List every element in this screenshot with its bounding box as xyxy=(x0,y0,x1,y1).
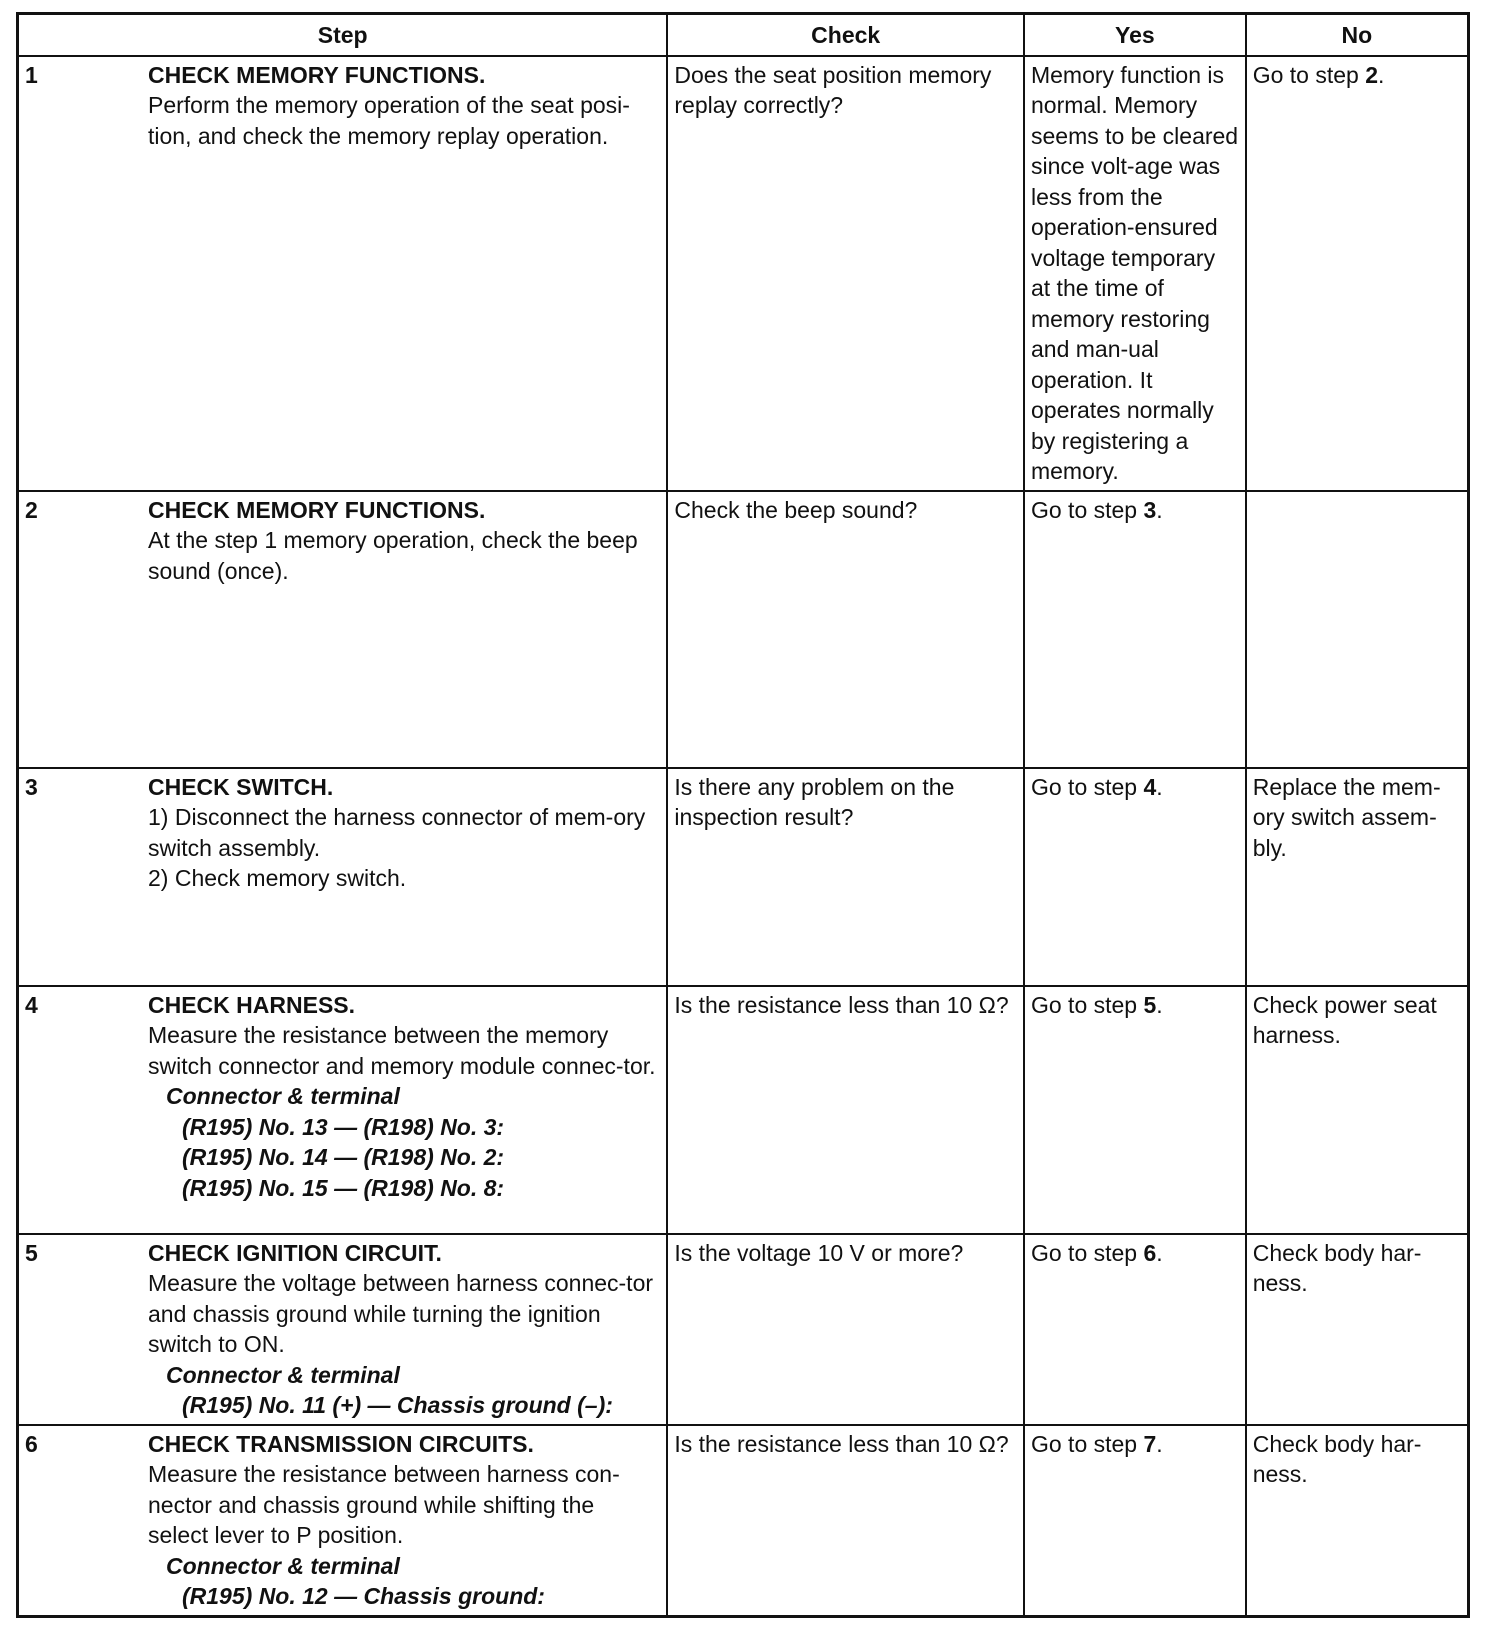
step-title: CHECK MEMORY FUNCTIONS. xyxy=(148,61,486,88)
step-number: 1 xyxy=(25,61,38,88)
check-cell: Is the resistance less than 10 Ω? xyxy=(667,986,1024,1234)
no-cell xyxy=(1246,491,1469,768)
step-cell xyxy=(18,986,668,1234)
step-link[interactable]: 3 xyxy=(1143,496,1157,523)
no-cell xyxy=(1246,56,1469,491)
header-no: No xyxy=(1246,14,1469,56)
step-link[interactable]: 4 xyxy=(1143,773,1157,800)
step-description: At the step 1 memory operation, check the beep sound (once). xyxy=(148,527,638,584)
yes-cell: Memory function is normal. Memory seems to be cleared since volt-age was less from the operation-ensured voltage temporary at the time of memory restoring and man-ual operation. It operates normally by registering a memory. xyxy=(1024,56,1246,491)
no-cell: Check body har-ness. xyxy=(1246,1425,1469,1617)
step-number: 2 xyxy=(25,496,38,523)
step-number: 3 xyxy=(25,773,38,800)
connector-terminal-label: Connector & terminal xyxy=(166,1361,400,1388)
no-cell: Check power seat harness. xyxy=(1246,986,1469,1234)
table-row xyxy=(18,1234,1469,1425)
check-cell: Does the seat position memory replay correctly? xyxy=(667,56,1024,491)
table-row xyxy=(18,1425,1469,1617)
step-cell xyxy=(18,768,668,986)
step-title: CHECK IGNITION CIRCUIT. xyxy=(148,1239,442,1266)
step-title: CHECK TRANSMISSION CIRCUITS. xyxy=(148,1430,534,1457)
diagnostic-table xyxy=(16,12,1470,1618)
step-cell xyxy=(18,1425,668,1617)
yes-suffix: . xyxy=(1156,496,1163,523)
step-cell xyxy=(18,491,668,768)
yes-cell xyxy=(1024,768,1246,986)
step-link[interactable]: 5 xyxy=(1143,991,1157,1018)
table-row xyxy=(18,56,1469,491)
step-description: Measure the resistance between the memory switch connector and memory module connec-tor. xyxy=(148,1022,656,1079)
yes-suffix: . xyxy=(1156,1239,1163,1266)
yes-suffix: . xyxy=(1156,1430,1163,1457)
connector-terminal-value: (R195) No. 14 — (R198) No. 2: xyxy=(182,1144,505,1170)
yes-text: Go to step xyxy=(1030,773,1144,800)
step-number: 5 xyxy=(25,1239,38,1266)
yes-text: Go to step xyxy=(1030,1239,1144,1266)
connector-terminal-value: (R195) No. 15 — (R198) No. 8: xyxy=(182,1174,505,1201)
connector-terminal-value: (R195) No. 12 — Chassis ground: xyxy=(182,1583,545,1609)
step-cell xyxy=(18,56,668,491)
step-description: Perform the memory operation of the seat posi-tion, and check the memory replay operation. xyxy=(148,92,630,149)
table-row xyxy=(18,768,1469,986)
yes-cell xyxy=(1024,1234,1246,1425)
step-number: 6 xyxy=(25,1430,38,1457)
header-yes: Yes xyxy=(1024,14,1246,56)
yes-text: Go to step xyxy=(1030,991,1144,1018)
check-cell: Is the voltage 10 V or more? xyxy=(667,1234,1024,1425)
table-row xyxy=(18,491,1469,768)
check-cell: Is there any problem on the inspection result? xyxy=(667,768,1024,986)
yes-cell xyxy=(1024,986,1246,1234)
yes-cell xyxy=(1024,491,1246,768)
yes-suffix: . xyxy=(1156,991,1163,1018)
yes-text: Go to step xyxy=(1030,496,1144,523)
no-text: Go to step xyxy=(1252,61,1366,88)
connector-terminal-value: (R195) No. 11 (+) — Chassis ground (–): xyxy=(182,1392,613,1418)
step-title: CHECK SWITCH. xyxy=(148,773,334,800)
table-row xyxy=(18,986,1469,1234)
check-cell: Is the resistance less than 10 Ω? xyxy=(667,1425,1024,1617)
step-number: 4 xyxy=(25,991,38,1018)
yes-cell xyxy=(1024,1425,1246,1617)
no-cell: Check body har-ness. xyxy=(1246,1234,1469,1425)
connector-terminal-value: (R195) No. 13 — (R198) No. 3: xyxy=(182,1113,505,1140)
step-description: Measure the resistance between harness con-nector and chassis ground while shifting the select lever to P position. xyxy=(148,1461,620,1548)
step-description: Measure the voltage between harness connec-tor and chassis ground while turning the ignition switch to ON. xyxy=(148,1270,654,1357)
step-link[interactable]: 6 xyxy=(1143,1239,1157,1266)
yes-suffix: . xyxy=(1156,773,1163,800)
header-step: Step xyxy=(18,14,668,56)
step-title: CHECK MEMORY FUNCTIONS. xyxy=(148,496,486,523)
step-cell xyxy=(18,1234,668,1425)
step-title: CHECK HARNESS. xyxy=(148,991,356,1018)
check-cell: Check the beep sound? xyxy=(667,491,1024,768)
substep: 1) Disconnect the harness connector of mem-ory switch assembly. xyxy=(148,804,646,861)
substep: 2) Check memory switch. xyxy=(148,865,407,891)
connector-terminal-label: Connector & terminal xyxy=(166,1552,400,1579)
header-check: Check xyxy=(667,14,1024,56)
step-link[interactable]: 2 xyxy=(1365,61,1379,88)
connector-terminal-label: Connector & terminal xyxy=(166,1083,400,1109)
no-cell: Replace the mem-ory switch assem-bly. xyxy=(1246,768,1469,986)
step-link[interactable]: 7 xyxy=(1143,1430,1157,1457)
no-suffix: . xyxy=(1378,61,1385,88)
yes-text: Go to step xyxy=(1030,1430,1144,1457)
header-row xyxy=(18,14,1469,56)
